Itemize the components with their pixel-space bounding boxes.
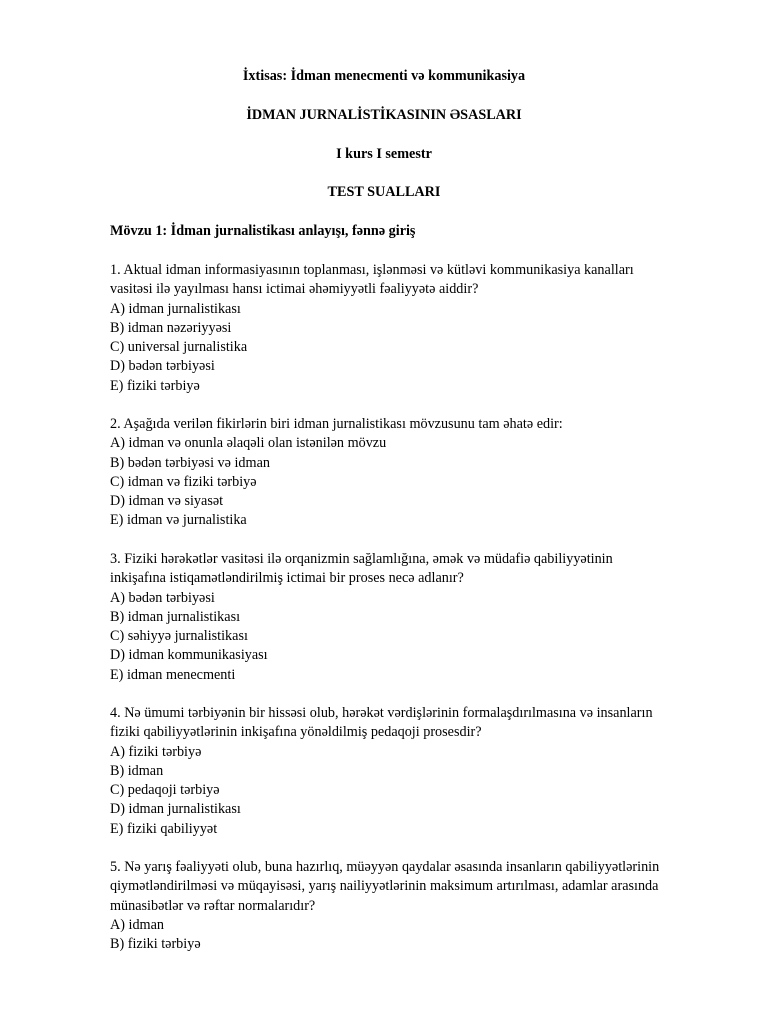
answer-option-c: C) səhiyyə jurnalistikası bbox=[110, 628, 248, 645]
answer-option-c: C) idman və fiziki tərbiyə bbox=[110, 473, 257, 490]
topic-heading: Mövzu 1: İdman jurnalistikası anlayışı, fənnə giriş bbox=[110, 223, 416, 239]
question-line: qiymətləndirilməsi və müqayisəsi, yarış nailiyyətlərinin maksimum artırılması, adamlar arasında bbox=[110, 878, 659, 895]
answer-option-d: D) idman jurnalistikası bbox=[110, 801, 241, 818]
answer-option-e: E) idman və jurnalistika bbox=[110, 512, 247, 529]
question-2 bbox=[110, 415, 720, 531]
answer-option-e: E) fiziki tərbiyə bbox=[110, 377, 200, 394]
answer-option-a: A) idman bbox=[110, 916, 164, 933]
answer-option-b: B) fiziki tərbiyə bbox=[110, 936, 201, 953]
question-3 bbox=[110, 550, 720, 685]
question-5 bbox=[110, 858, 720, 954]
answer-option-d: D) idman və siyasət bbox=[110, 493, 224, 510]
subject-title: İDMAN JURNALİSTİKASININ ƏSASLARI bbox=[246, 107, 522, 123]
answer-option-c: C) pedaqoji tərbiyə bbox=[110, 782, 220, 799]
answer-option-b: B) bədən tərbiyəsi və idman bbox=[110, 454, 270, 471]
answer-option-b: B) idman nəzəriyyəsi bbox=[110, 319, 232, 336]
specialty-heading: İxtisas: İdman menecmenti və kommunikasiya bbox=[242, 68, 526, 84]
answer-option-e: E) fiziki qabiliyyət bbox=[110, 820, 218, 837]
question-line: 5. Nə yarış fəaliyyəti olub, buna hazırlıq, müəyyən qaydalar əsasında insanların qabiliyyətlərinin bbox=[110, 859, 660, 875]
answer-option-a: A) bədən tərbiyəsi bbox=[110, 589, 215, 606]
question-line: 3. Fiziki hərəkətlər vasitəsi ilə orqanizmin sağlamlığına, əmək və müdafiə qabiliyyətinin bbox=[110, 551, 613, 567]
question-text bbox=[110, 704, 720, 743]
course-heading: I kurs I semestr bbox=[336, 146, 432, 162]
answer-option-d: D) bədən tərbiyəsi bbox=[110, 358, 215, 375]
question-4 bbox=[110, 704, 720, 839]
question-text bbox=[110, 415, 720, 434]
question-line: münasibətlər və rəftar normalarıdır? bbox=[110, 897, 316, 914]
answer-option-a: A) idman və onunla əlaqəli olan istənilən mövzu bbox=[110, 435, 387, 452]
answer-option-d: D) idman kommunikasiyası bbox=[110, 647, 268, 664]
question-text bbox=[110, 858, 720, 916]
question-line: vasitəsi ilə yayılması hansı ictimai əhəmiyyətli fəaliyyətə aiddir? bbox=[110, 281, 479, 298]
question-line: 1. Aktual idman informasiyasının toplanması, işlənməsi və kütləvi kommunikasiya kanalları bbox=[110, 262, 634, 278]
question-line: 2. Aşağıda verilən fikirlərin biri idman jurnalistikası mövzusunu tam əhatə edir: bbox=[110, 416, 563, 432]
test-title: TEST SUALLARI bbox=[327, 184, 441, 200]
answer-option-a: A) fiziki tərbiyə bbox=[110, 743, 202, 760]
question-line: fiziki qabiliyyətlərinin inkişafına yönəldilmiş pedaqoji prosesdir? bbox=[110, 724, 482, 741]
question-line: 4. Nə ümumi tərbiyənin bir hissəsi olub, hərəkət vərdişlərinin formalaşdırılmasına və insanların bbox=[110, 705, 653, 721]
question-1 bbox=[110, 261, 720, 396]
answer-option-b: B) idman jurnalistikası bbox=[110, 608, 241, 625]
answer-option-b: B) idman bbox=[110, 762, 164, 779]
question-text bbox=[110, 550, 720, 589]
answer-option-a: A) idman jurnalistikası bbox=[110, 300, 241, 317]
question-text bbox=[110, 261, 720, 300]
question-line: inkişafına istiqamətləndirilmiş ictimai bir proses necə adlanır? bbox=[110, 570, 464, 587]
answer-option-e: E) idman menecmenti bbox=[110, 666, 236, 683]
answer-option-c: C) universal jurnalistika bbox=[110, 339, 248, 356]
